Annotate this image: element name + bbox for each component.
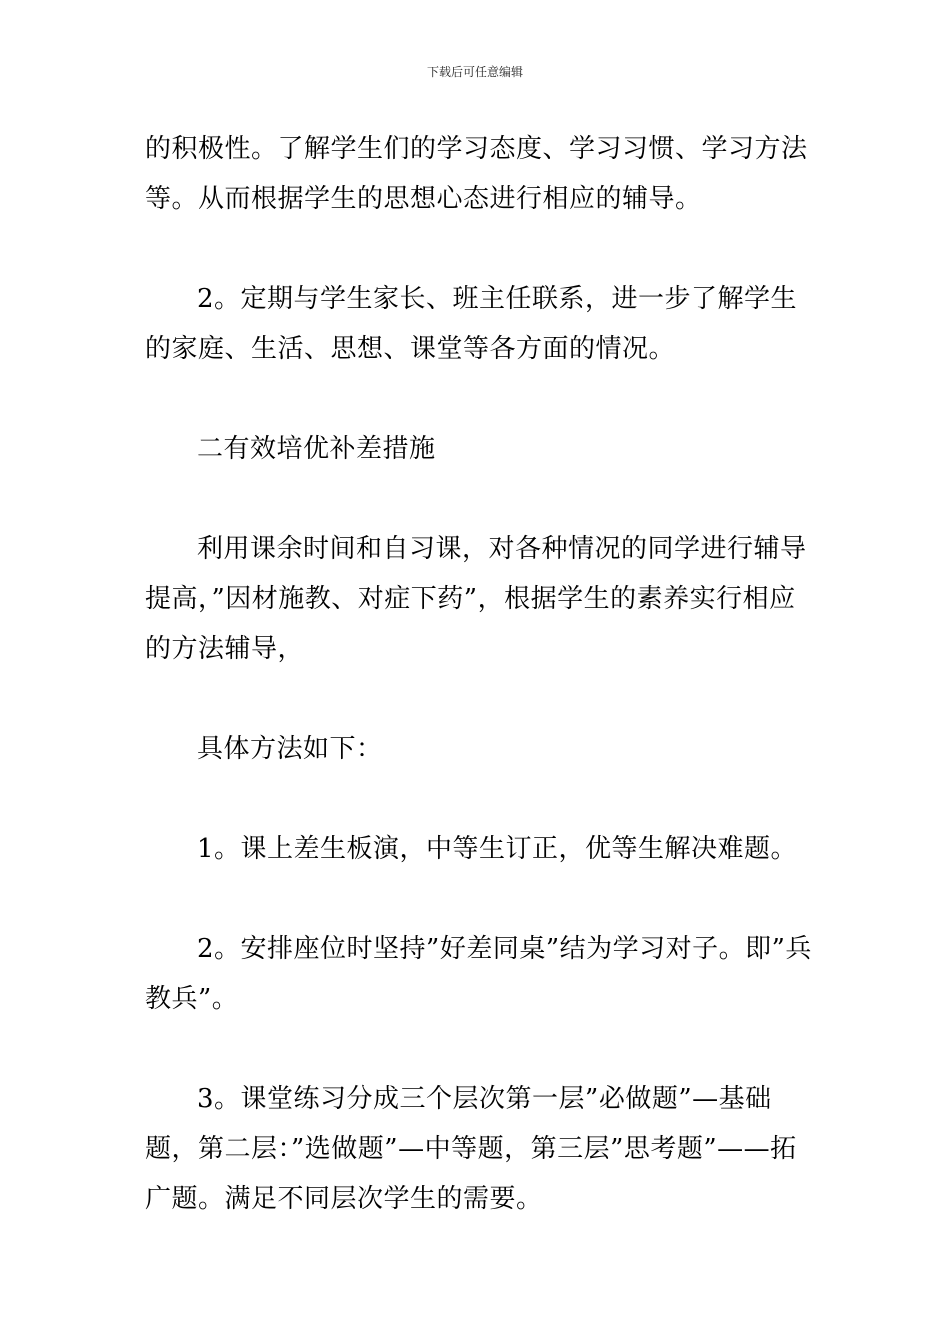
document-body bbox=[145, 124, 815, 1224]
section-heading-measures: 二有效培优补差措施 bbox=[197, 434, 436, 464]
paragraph-methods-intro: 具体方法如下： bbox=[197, 734, 383, 764]
paragraph-tutoring: 利用课余时间和自习课，对各种情况的同学进行辅导提高，”因材施教、对症下药”，根据学生的素养实行相应的方法辅导， bbox=[145, 534, 807, 664]
list-item-method-1: 1。课上差生板演，中等生订正，优等生解决难题。 bbox=[197, 834, 798, 864]
paragraph-continuation: 的积极性。了解学生们的学习态度、学习习惯、学习方法等。从而根据学生的思想心态进行相应的辅导。 bbox=[145, 134, 808, 214]
paragraph-contact-parents: 2。定期与学生家长、班主任联系，进一步了解学生的家庭、生活、思想、课堂等各方面的情况。 bbox=[145, 284, 798, 364]
list-item-method-3: 3。课堂练习分成三个层次第一层”必做题”—基础题，第二层：”选做题”—中等题，第三层”思考题”——拓广题。满足不同层次学生的需要。 bbox=[145, 1084, 797, 1214]
page-header: 下载后可任意编辑 bbox=[426, 65, 523, 79]
list-item-method-2: 2。安排座位时坚持”好差同桌”结为学习对子。即”兵教兵”。 bbox=[145, 934, 812, 1014]
